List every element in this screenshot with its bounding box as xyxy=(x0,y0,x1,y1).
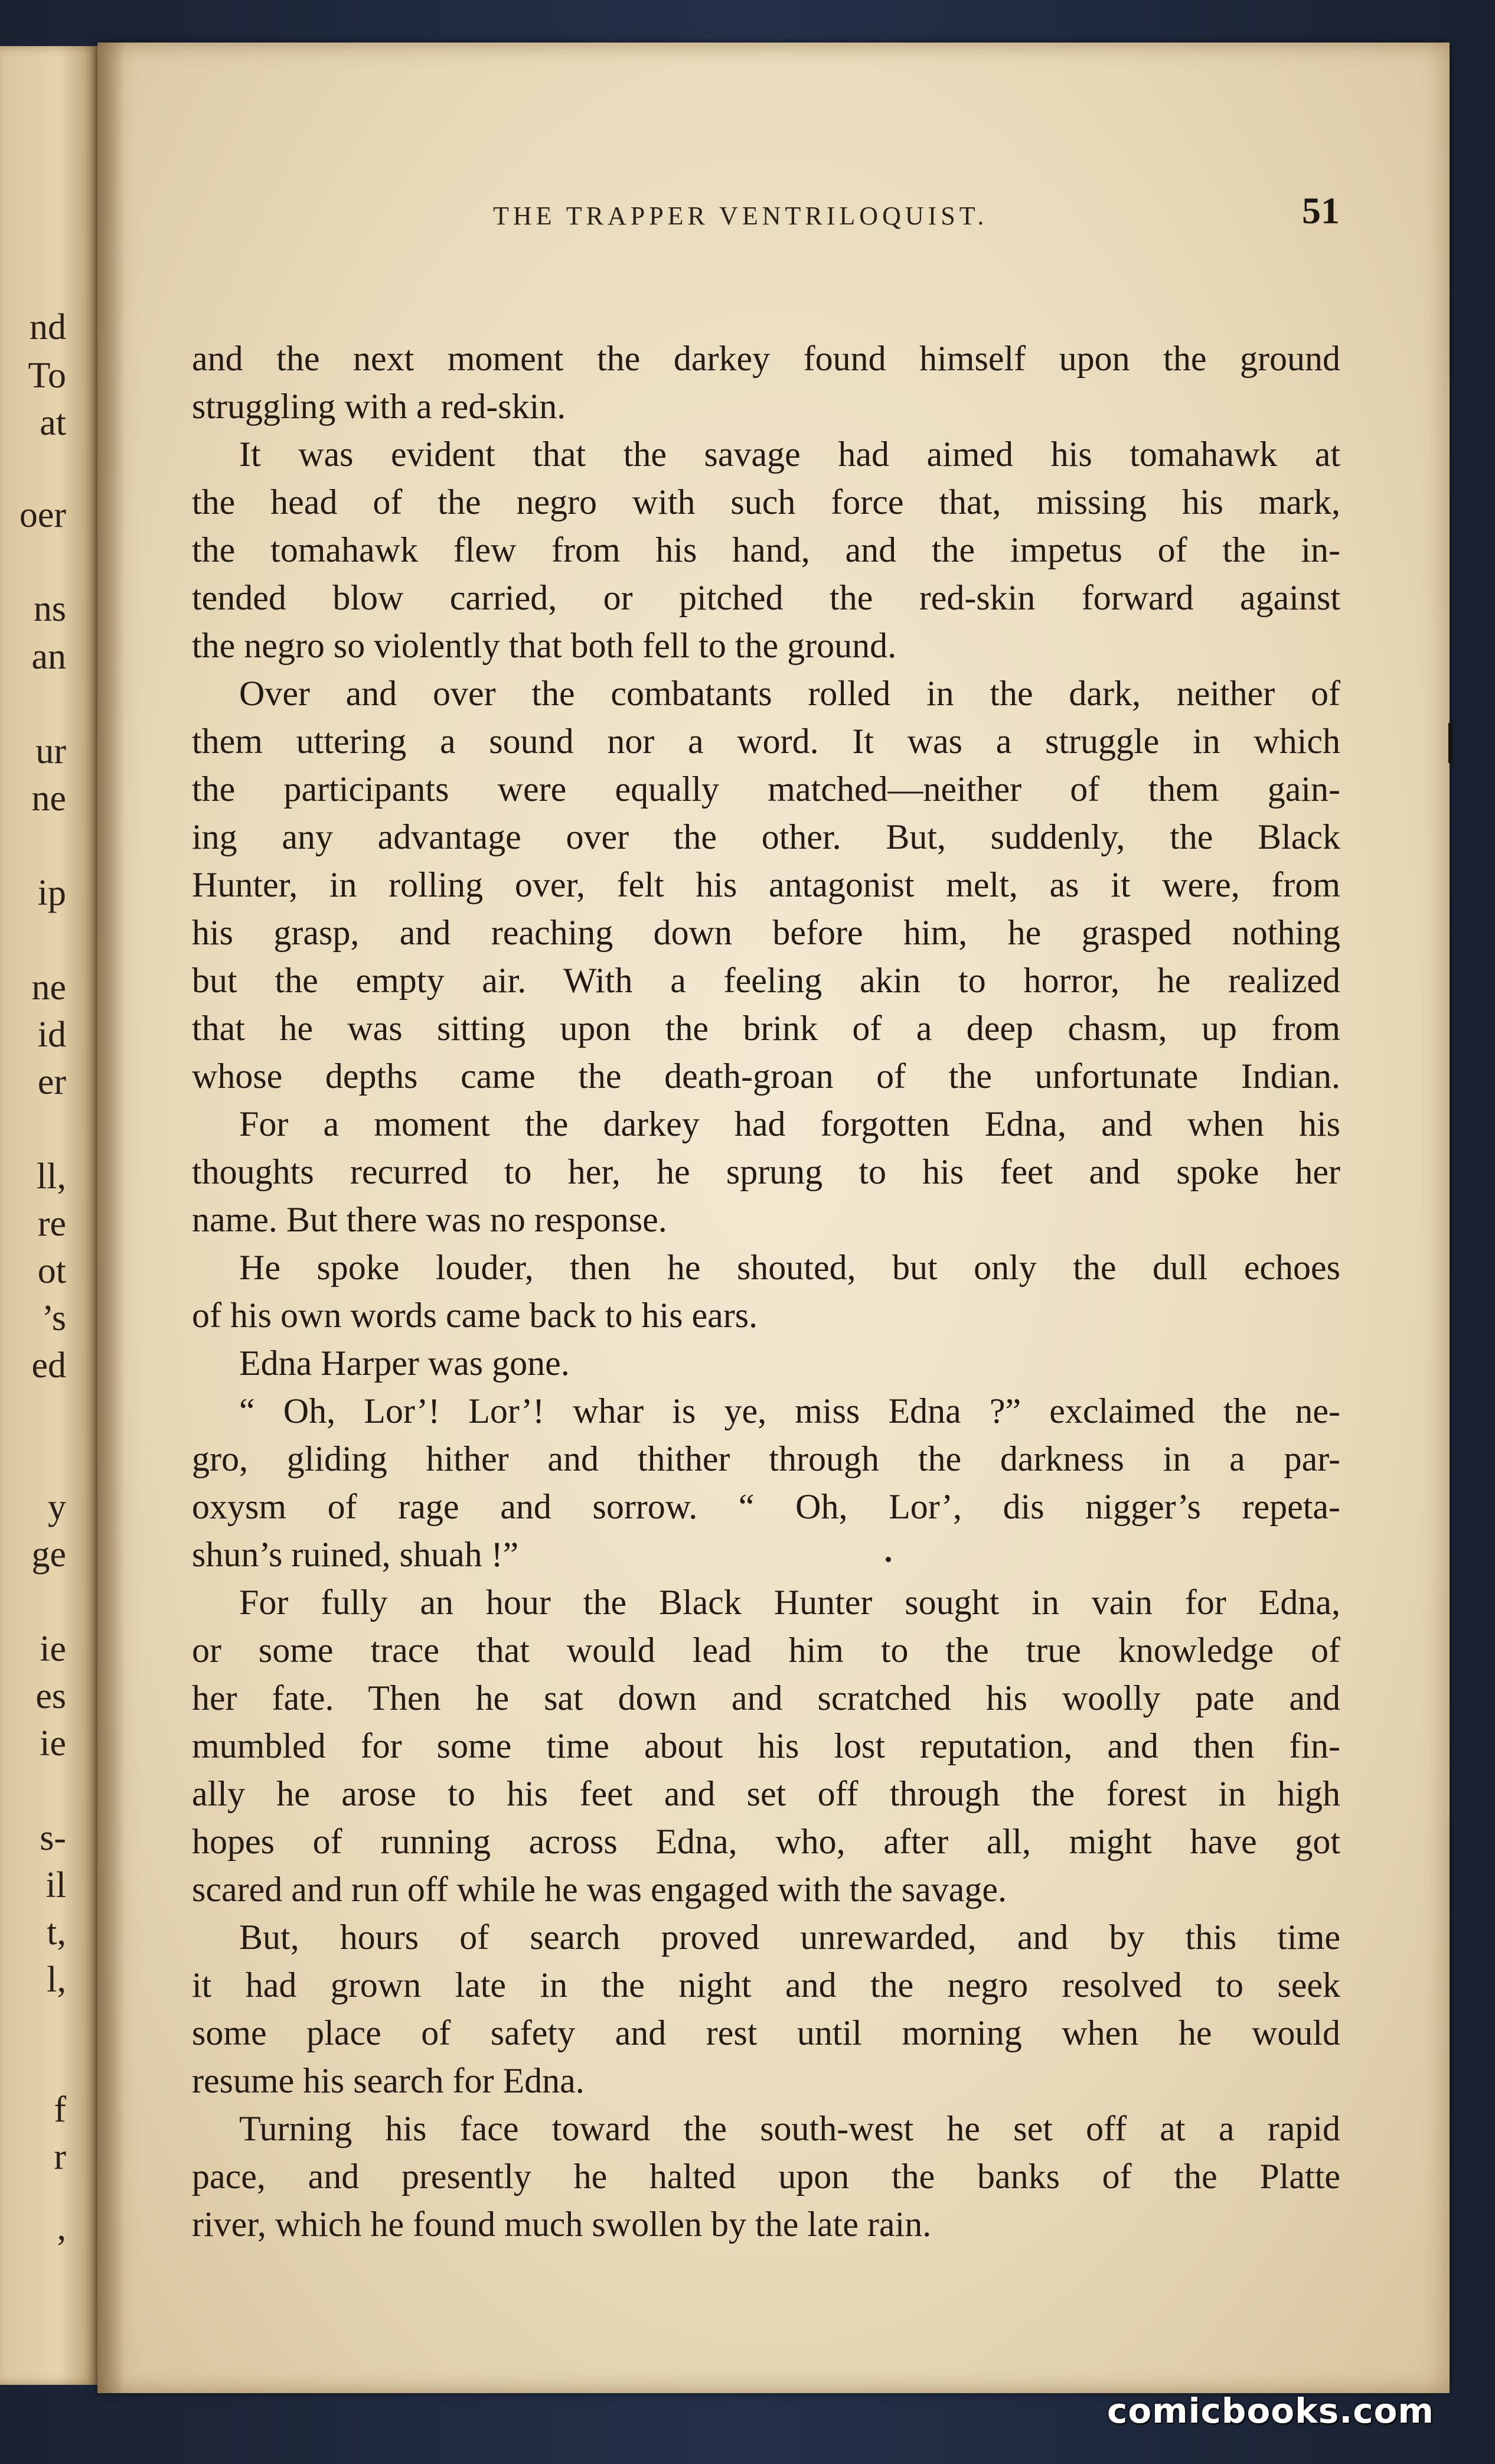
watermark: comicbooks.com xyxy=(1107,2391,1434,2431)
text-line: He spoke louder, then he shouted, but only the dull echoes xyxy=(239,1248,1340,1287)
text-line: them uttering a sound nor a word. It was a struggle in which xyxy=(192,722,1340,761)
text-line: “ Oh, Lor’! Lor’! whar is ye, miss Edna ?” exclaimed the ne- xyxy=(239,1391,1340,1430)
facing-page-fragment: es xyxy=(35,1676,66,1716)
text-line: resume his search for Edna. xyxy=(192,2061,585,2100)
facing-page-fragment: ie xyxy=(40,1723,66,1764)
facing-page-fragment: at xyxy=(40,403,66,443)
body-text xyxy=(192,335,1340,2248)
text-line: Edna Harper was gone. xyxy=(239,1344,570,1383)
text-line: For fully an hour the Black Hunter sought in vain for Edna, xyxy=(239,1583,1340,1622)
text-line: the negro so violently that both fell to the ground. xyxy=(192,626,897,665)
text-line: tended blow carried, or pitched the red-skin forward against xyxy=(192,578,1340,617)
facing-page-fragment: t, xyxy=(47,1912,66,1953)
facing-page-fragment: ns xyxy=(33,589,66,629)
text-line: But, hours of search proved unrewarded, and by this time xyxy=(239,1918,1340,1957)
text-line: and the next moment the darkey found himself upon the ground xyxy=(192,339,1340,378)
margin-mark xyxy=(1448,723,1452,763)
page-number: 51 xyxy=(1302,190,1340,232)
ink-spot xyxy=(886,1557,891,1562)
facing-page-fragment: er xyxy=(37,1062,66,1102)
text-line: struggling with a red-skin. xyxy=(192,387,566,426)
text-line: shun’s ruined, shuah !” xyxy=(192,1535,519,1574)
facing-page-fragment: ne xyxy=(31,778,66,819)
facing-page-fragment: ne xyxy=(31,967,66,1008)
text-line: ally he arose to his feet and set off through the forest in high xyxy=(192,1774,1340,1813)
text-line: name. But there was no response. xyxy=(192,1200,667,1239)
text-line: thoughts recurred to her, he sprung to his feet and spoke her xyxy=(192,1152,1340,1191)
facing-page-fragment: ie xyxy=(40,1629,66,1669)
text-line: or some trace that would lead him to the true knowledge of xyxy=(192,1631,1340,1670)
facing-page-fragment: il xyxy=(45,1865,66,1905)
text-line: that he was sitting upon the brink of a deep chasm, up from xyxy=(192,1009,1340,1048)
text-line: hopes of running across Edna, who, after all, might have got xyxy=(192,1822,1340,1861)
text-line: the head of the negro with such force that, missing his mark, xyxy=(192,483,1340,522)
text-line: gro, gliding hither and thither through the darkness in a par- xyxy=(192,1439,1340,1478)
text-line: Over and over the combatants rolled in the dark, neither of xyxy=(239,674,1340,713)
text-line: ing any advantage over the other. But, suddenly, the Black xyxy=(192,817,1340,856)
text-line: river, which he found much swollen by the late rain. xyxy=(192,2205,932,2244)
text-line: For a moment the darkey had forgotten Edna, and when his xyxy=(239,1104,1340,1143)
facing-page-fragment: ge xyxy=(31,1534,66,1575)
text-line: it had grown late in the night and the negro resolved to seek xyxy=(192,1966,1340,2005)
text-line: oxysm of rage and sorrow. “ Oh, Lor’, dis nigger’s repeta- xyxy=(192,1487,1340,1526)
facing-page-fragment: ur xyxy=(35,731,66,771)
text-line: Turning his face toward the south-west he set off at a rapid xyxy=(239,2109,1340,2148)
text-line: mumbled for some time about his lost reputation, and then fin- xyxy=(192,1726,1340,1765)
facing-page-fragment: ll, xyxy=(37,1156,66,1197)
facing-page-fragment: f xyxy=(54,2090,66,2130)
facing-page-fragment: r xyxy=(54,2137,66,2177)
facing-page-fragment: s- xyxy=(40,1818,66,1858)
text-line: whose depths came the death-groan of the unfortunate Indian. xyxy=(192,1057,1340,1096)
text-line: the tomahawk flew from his hand, and the impetus of the in- xyxy=(192,530,1340,569)
text-line: pace, and presently he halted upon the banks of the Platte xyxy=(192,2157,1340,2196)
facing-page-fragment: ’s xyxy=(41,1298,66,1338)
book-page xyxy=(97,43,1450,2393)
text-line: the participants were equally matched—neither of them gain- xyxy=(192,770,1340,809)
facing-page-edge xyxy=(0,46,97,2385)
facing-page-fragment: ed xyxy=(31,1345,66,1386)
facing-page-fragment: To xyxy=(28,356,66,396)
facing-page-fragment: id xyxy=(37,1015,66,1055)
text-line: but the empty air. With a feeling akin to horror, he realized xyxy=(192,961,1340,1000)
facing-page-fragment: an xyxy=(31,637,66,677)
facing-page-fragment: ip xyxy=(37,873,66,913)
text-line: It was evident that the savage had aimed his tomahawk at xyxy=(239,435,1340,474)
page-gutter-shadow xyxy=(97,43,125,2393)
facing-page-fragment: nd xyxy=(30,307,66,347)
facing-page-fragment: , xyxy=(57,2208,66,2248)
text-line: some place of safety and rest until morning when he would xyxy=(192,2013,1340,2052)
text-line: his grasp, and reaching down before him, he grasped nothing xyxy=(192,913,1340,952)
text-line: Hunter, in rolling over, felt his antagonist melt, as it were, from xyxy=(192,865,1340,904)
text-line: scared and run off while he was engaged with the savage. xyxy=(192,1870,1007,1909)
running-head: THE TRAPPER VENTRILOQUIST. xyxy=(493,201,988,230)
facing-page-fragment: oer xyxy=(19,495,66,535)
facing-page-fragment: y xyxy=(48,1487,66,1527)
facing-page-fragment: ot xyxy=(37,1251,66,1291)
facing-page-fragment: re xyxy=(37,1204,66,1244)
facing-page-fragment: l, xyxy=(47,1960,66,2000)
text-line: of his own words came back to his ears. xyxy=(192,1296,758,1335)
text-line: her fate. Then he sat down and scratched his woolly pate and xyxy=(192,1678,1340,1717)
